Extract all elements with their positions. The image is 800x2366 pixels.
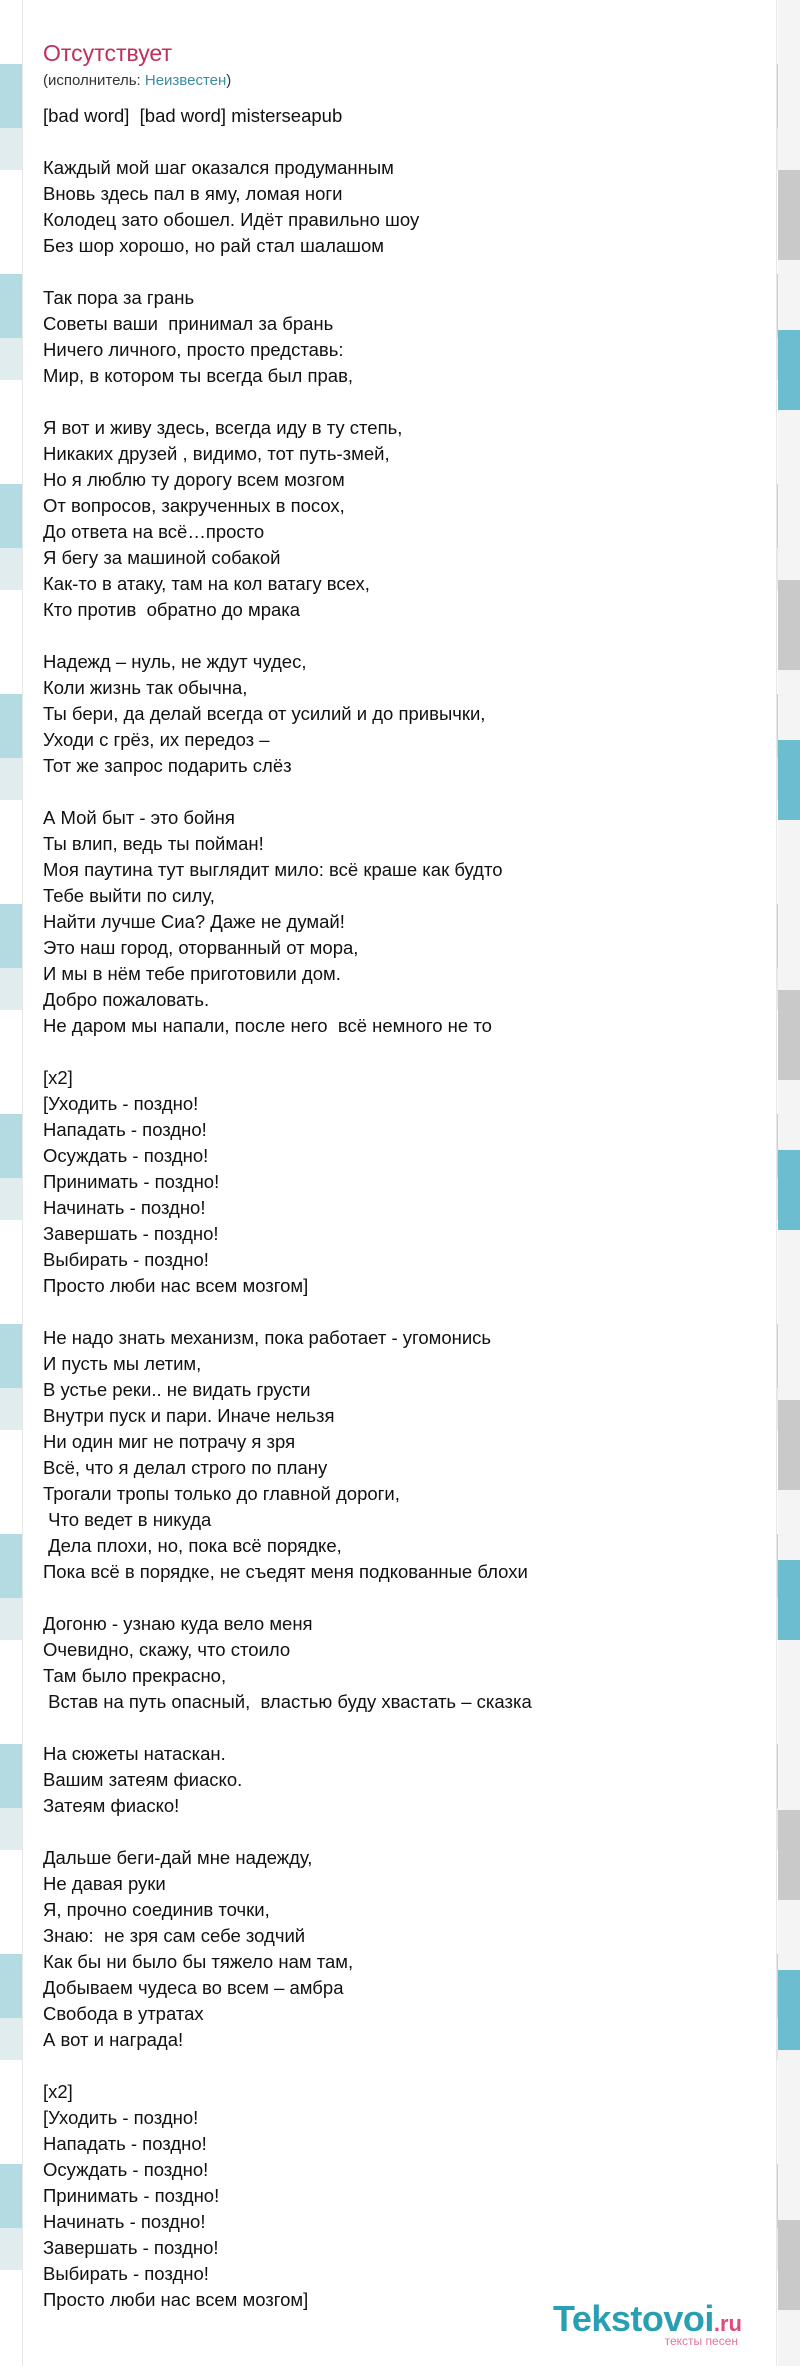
background-stripes-right <box>778 0 800 2366</box>
logo-name: Tekstovoi <box>553 2298 714 2339</box>
logo-tagline: тексты песен <box>664 2334 738 2348</box>
site-logo[interactable] <box>553 2298 742 2348</box>
logo-tld: .ru <box>713 2311 742 2336</box>
artist-link[interactable]: Неизвестен <box>144 72 227 89</box>
lyrics-text: [bad word] [bad word] misterseapub Каждый мой шаг оказался продуманным Вновь здесь пал в яму, ломая ноги Колодец зато обошел. Идёт правильно шоу Без шор хорошо, но рай стал шалашом Так пора за грань Советы ваши принимал за брань Ничего личного, просто представь: Мир, в котором ты всегда был прав, Я вот и живу здесь, всегда иду в ту степь, Никаких друзей , видимо, тот путь-змей, Но я люблю ту дорогу всем мозгом От вопросов, закрученных в посох, До ответа на всё…просто Я бегу за машиной собакой Как-то в атаку, там на кол ватагу всех, Кто против обратно до мрака Надежд – нуль, не ждут чудес, Коли жизнь так обычна, Ты бери, да делай всегда от усилий и до привычки, Уходи с грёз, их передоз – Тот же запрос подарить слёз А Мой быт - это бойня Ты влип, ведь ты пойман! Моя паутина тут выглядит мило: всё краше как будто Тебе выйти по силу, Найти лучше Сиа? Даже не думай! Это наш город, оторванный от мора, И мы в нём тебе приготовили дом. Добро пожаловать. Не даром мы напали, после него всё немного не то [x2] [Уходить - поздно! Нападать - поздно! Осуждать - поздно! Принимать - поздно! Начинать - поздно! Завершать - поздно! Выбирать - поздно! Просто люби нас всем мозгом] Не надо знать механизм, пока работает - угомонись И пусть мы летим, В устье реки.. не видать грусти Внутри пуск и пари. Иначе нельзя Ни один миг не потрачу я зря Всё, что я делал строго по плану Трогали тропы только до главной дороги, Что ведет в никуда Дела плохи, но, пока всё порядке, Пока всё в порядке, не съедят меня подкованные блохи Догоню - узнаю куда вело меня Очевидно, скажу, что стоило Там было прекрасно, Встав на путь опасный, властью буду хвастать – сказка На сюжеты натаскан. Вашим затеям фиаско. Затеям фиаско! Дальше беги-дай мне надежду, Не давая руки Я, прочно соединив точки, Знаю: не зря сам себе зодчий Как бы ни было бы тяжело нам там, Добываем чудеса во всем – амбра Свобода в утратах А вот и награда! [x2] [Уходить - поздно! Нападать - поздно! Осуждать - поздно! Принимать - поздно! Начинать - поздно! Завершать - поздно! Выбирать - поздно! Просто люби нас всем мозгом] <box>43 105 532 2310</box>
artist-prefix: (исполнитель: <box>43 72 145 89</box>
lyrics-card <box>22 0 777 2366</box>
artist-line <box>43 72 231 89</box>
song-title: Отсутствует <box>43 40 172 66</box>
artist-suffix: ) <box>226 72 232 89</box>
